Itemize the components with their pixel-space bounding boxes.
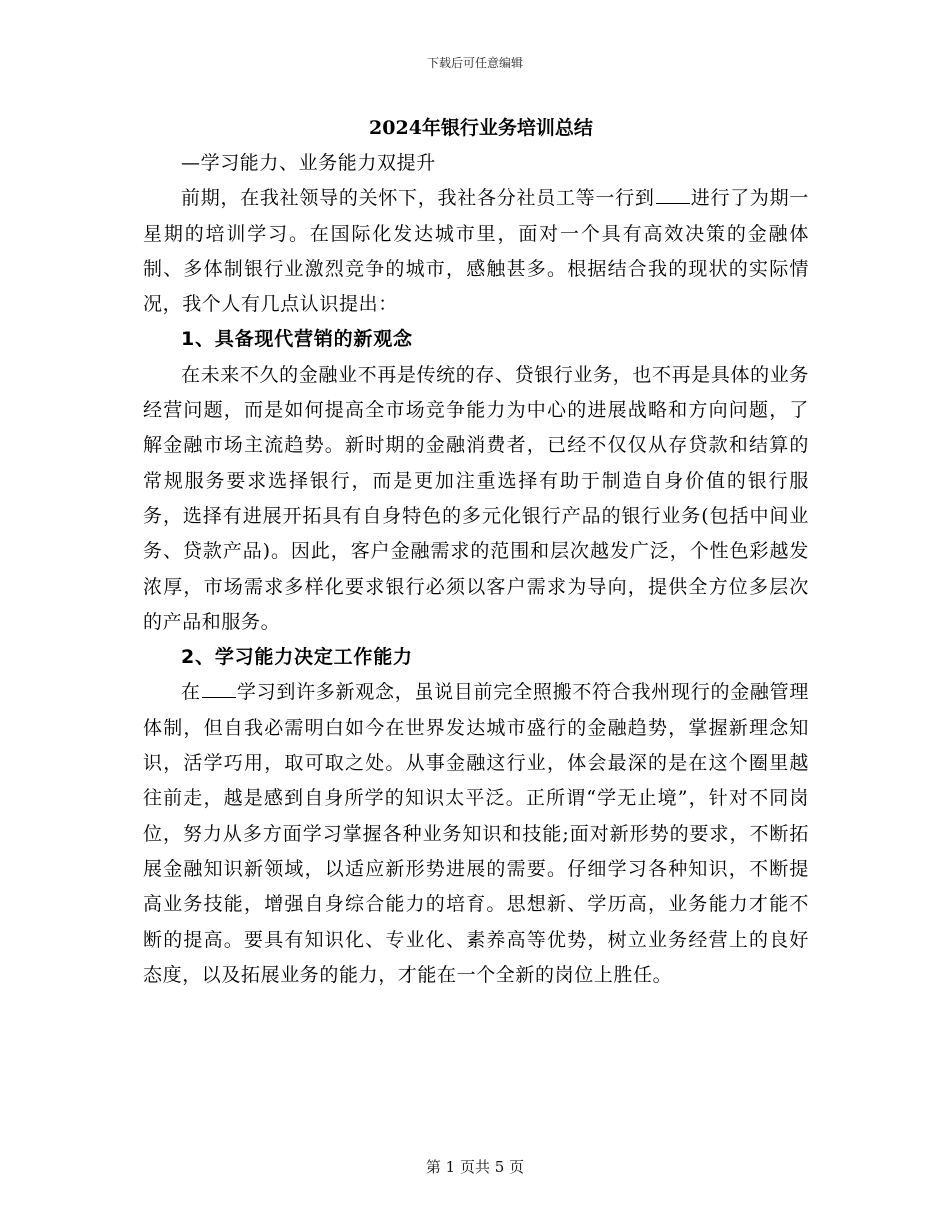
document-body <box>143 112 809 993</box>
section1-heading: 1、具备现代营销的新观念 <box>181 328 413 351</box>
section2-text-part2: 学习到许多新观念，虽说目前完全照搬不符合我州现行的金融管理体制，但自我必需明白如今在世界发达城市盛行的金融趋势，掌握新理念知识，活学巧用，取可取之处。从事金融这行业，体会最深的是在这个圈里越往前走，越是感到自身所学的知识太平泛。正所谓“学无止境”，针对不同岗位，努力从多方面学习掌握各种业务知识和技能;面对新形势的要求，不断拓展金融知识新领域，以适应新形势进展的需要。仔细学习各种知识，不断提高业务技能，增强自身综合能力的培育。思想新、学历高，业务能力才能不断的提高。要具有知识化、专业化、素养高等优势，树立业务经营上的良好态度，以及拓展业务的能力，才能在一个全新的岗位上胜任。 <box>143 681 809 986</box>
intro-paragraph <box>143 181 809 322</box>
section2-paragraph <box>143 675 809 993</box>
section2-text-part1: 在 <box>181 681 201 704</box>
document-title: 2024年银行业务培训总结 <box>369 117 593 139</box>
section1-paragraph: 在未来不久的金融业不再是传统的存、贷银行业务，也不再是具体的业务经营问题，而是如何提高全市场竞争能力为中心的进展战略和方向问题，了解金融市场主流趋势。新时期的金融消费者，已经不仅仅从存贷款和结算的常规服务要求选择银行，而是更加注重选择有助于制造自身价值的银行服务，选择有进展开拓具有自身特色的多元化银行产品的银行业务(包括中间业务、贷款产品)。因此，客户金融需求的范围和层次越发广泛，个性色彩越发浓厚，市场需求多样化要求银行必须以客户需求为导向，提供全方位多层次的产品和服务。 <box>143 363 809 633</box>
intro-text-part1: 前期，在我社领导的关怀下，我社各分社员工等一行到 <box>181 187 655 210</box>
section2-heading: 2、学习能力决定工作能力 <box>181 646 413 669</box>
blank-fill-line <box>656 185 690 204</box>
page-number: 第 1 页共 5 页 <box>425 1158 525 1176</box>
document-subtitle: —学习能力、业务能力双提升 <box>181 152 436 174</box>
intro-text-part2: 进行了为期一星期的培训学习。在国际化发达城市里，面对一个具有高效决策的金融体制、多体制银行业激烈竞争的城市，感触甚多。根据结合我的现状的实际情况，我个人有几点认识提出： <box>143 187 809 316</box>
header-note: 下载后可任意编辑 <box>426 56 523 70</box>
blank-fill-line <box>202 679 236 698</box>
